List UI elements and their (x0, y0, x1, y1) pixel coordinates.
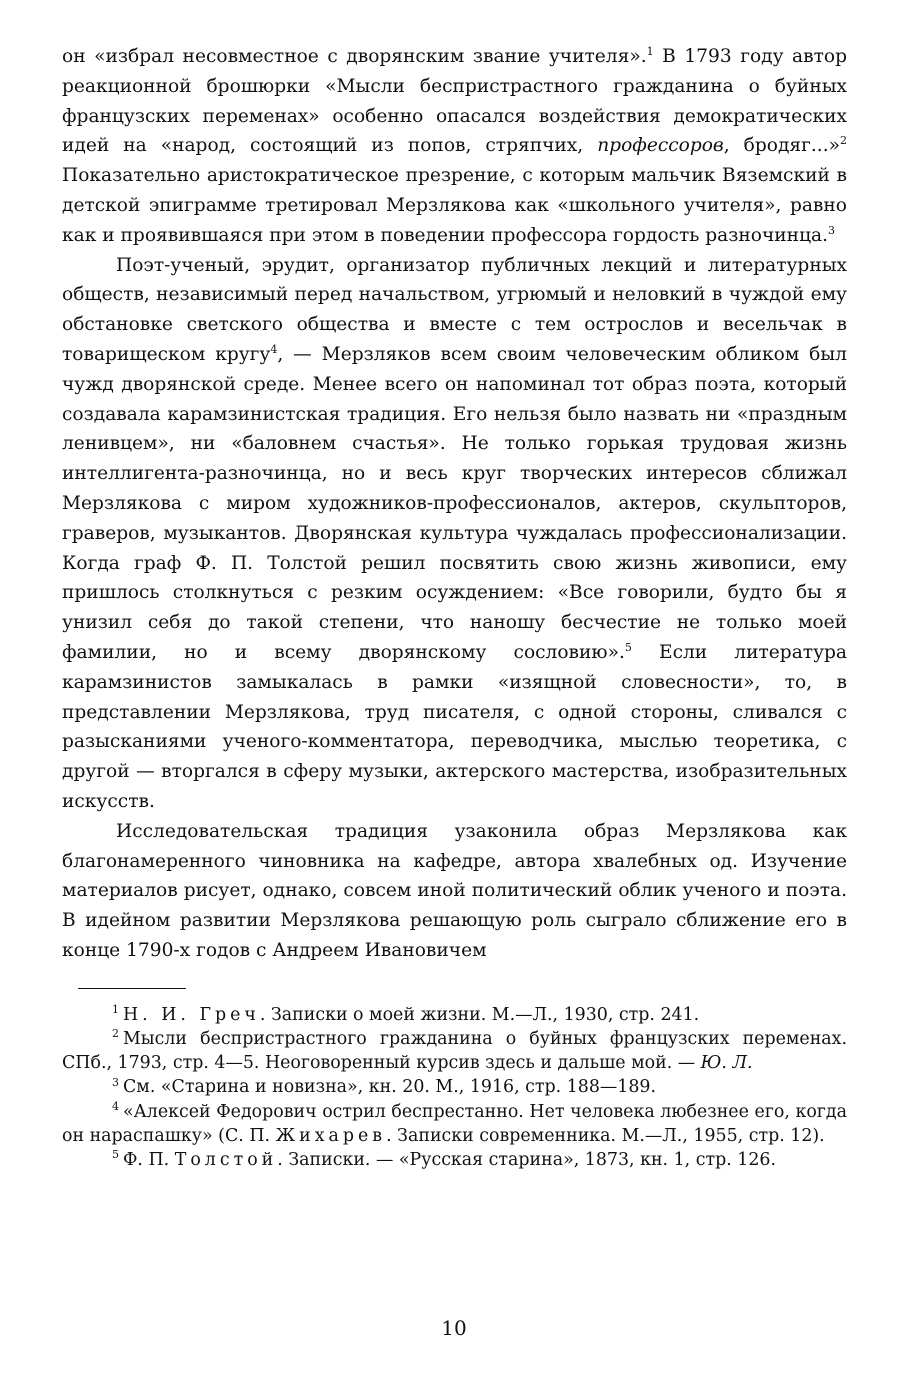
footnote-text: Ф. П. (123, 1149, 175, 1170)
footnote-5 (62, 1148, 847, 1172)
footnote-author: Н. И. Греч (123, 1004, 260, 1025)
footnote-text: «Алексей Федорович острил беспрестанно. Нет человека любезнее его, когда он нараспашку» (С. П. (62, 1101, 847, 1146)
footnote-text: . Записки. — «Русская старина», 1873, кн. 1, стр. 126. (277, 1149, 776, 1170)
text-run: В 1793 году автор реакционной брошюрки «Мысли беспристрастного гражданина о буйных французских переменах» особенно опасался воздействия демократических идей на «народ, состоящий из попов, стряпчих, (62, 46, 847, 157)
italic-text: профессоров (597, 135, 724, 157)
footnote-text: . Записки современника. М.—Л., 1955, стр. 12). (386, 1125, 825, 1146)
footnote-text: См. «Старина и новизна», кн. 20. М., 1916, стр. 188—189. (123, 1077, 656, 1098)
footnote-number: 1 (112, 1002, 119, 1016)
footnote-number: 2 (112, 1027, 119, 1041)
footnote-number: 3 (112, 1075, 119, 1089)
footnote-author: Толстой (174, 1149, 278, 1170)
footnote-3 (62, 1075, 847, 1099)
footnote-2 (62, 1027, 847, 1075)
footnote-separator (78, 988, 186, 989)
footnote-text: . Записки о моей жизни. М.—Л., 1930, стр. 241. (259, 1004, 700, 1025)
footnote-author: Жихарев (275, 1125, 387, 1146)
footnote-ref[interactable]: 5 (624, 640, 632, 654)
footnote-italic: Ю. Л. (700, 1053, 753, 1074)
footnote-text: Мысли беспристрастного гражданина о буйных французских переменах. СПб., 1793, стр. 4—5. Неоговоренный курсив здесь и дальше мой. — (62, 1028, 847, 1074)
text-run: Если литература карамзинистов замыкалась в рамки «изящной словесности», то, в представлении Мерзлякова, труд писателя, с одной стороны, сливался с разысканиями ученого-комментатора, переводчика, мыслью теоретика, с другой — вторгался в сферу музыки, актерского мастерства, изобразительных искусств. (62, 641, 847, 812)
text-run: , бродяг...» (723, 135, 840, 157)
body-paragraph-3 (62, 817, 847, 966)
book-page (62, 42, 847, 1172)
footnote-number: 4 (112, 1099, 119, 1113)
body-paragraph-1 (62, 42, 847, 251)
footnote-ref[interactable]: 3 (828, 223, 836, 237)
footnote-ref[interactable]: 4 (270, 342, 278, 356)
body-paragraph-2 (62, 251, 847, 817)
text-run: Поэт-ученый, эрудит, организатор публичных лекций и литературных обществ, независимый перед начальством, угрюмый и неловкий в чуждой ему обстановке светского общества и вместе с тем острослов и весельчак в товарищеском кругу (62, 254, 847, 365)
footnote-1 (62, 1003, 847, 1027)
footnote-ref[interactable]: 2 (840, 134, 847, 148)
text-run: Исследовательская традиция узаконила образ Мерзлякова как благонамеренного чиновника на кафедре, автора хвалебных од. Изучение материалов рисует, однако, совсем иной политический облик ученого и поэта. В идейном развитии Мерзлякова решающую роль сыграло сближение его в конце 1790-х годов с Андреем Ивановичем (62, 820, 847, 961)
text-run: , — Мерзляков всем своим человеческим обликом был чужд дворянской среде. Менее всего он напоминал тот образ поэта, который создавала карамзинистская традиция. Его нельзя было назвать ни «праздным ленивцем», ни «баловнем счастья». Не только горькая трудовая жизнь интеллигента-разночинца, но и весь круг творческих интересов сближал Мерзлякова с миром художников-профессионалов, актеров, скульпторов, граверов, музыкантов. Дворянская культура чуждалась профессионализации. Когда граф Ф. П. Толстой решил посвятить свою жизнь живописи, ему пришлось столкнуться с резким осуждением: «Все говорили, будто бы я унизил себя до такой степени, что наношу бесчестие не только моей фамилии, но и всему дворянскому сословию». (62, 343, 847, 663)
footnote-number: 5 (112, 1148, 119, 1162)
text-run: он «избрал несовместное с дворянским звание учителя». (62, 46, 647, 67)
page-number: 10 (441, 1316, 467, 1340)
footnote-4 (62, 1100, 847, 1148)
footnote-ref[interactable]: 1 (646, 44, 654, 58)
text-run: Показательно аристократическое презрение, с которым мальчик Вяземский в детской эпиграмме третировал Мерзлякова как «школьного учителя», равно как и проявившаяся при этом в поведении профессора гордость разночинца. (62, 165, 847, 246)
